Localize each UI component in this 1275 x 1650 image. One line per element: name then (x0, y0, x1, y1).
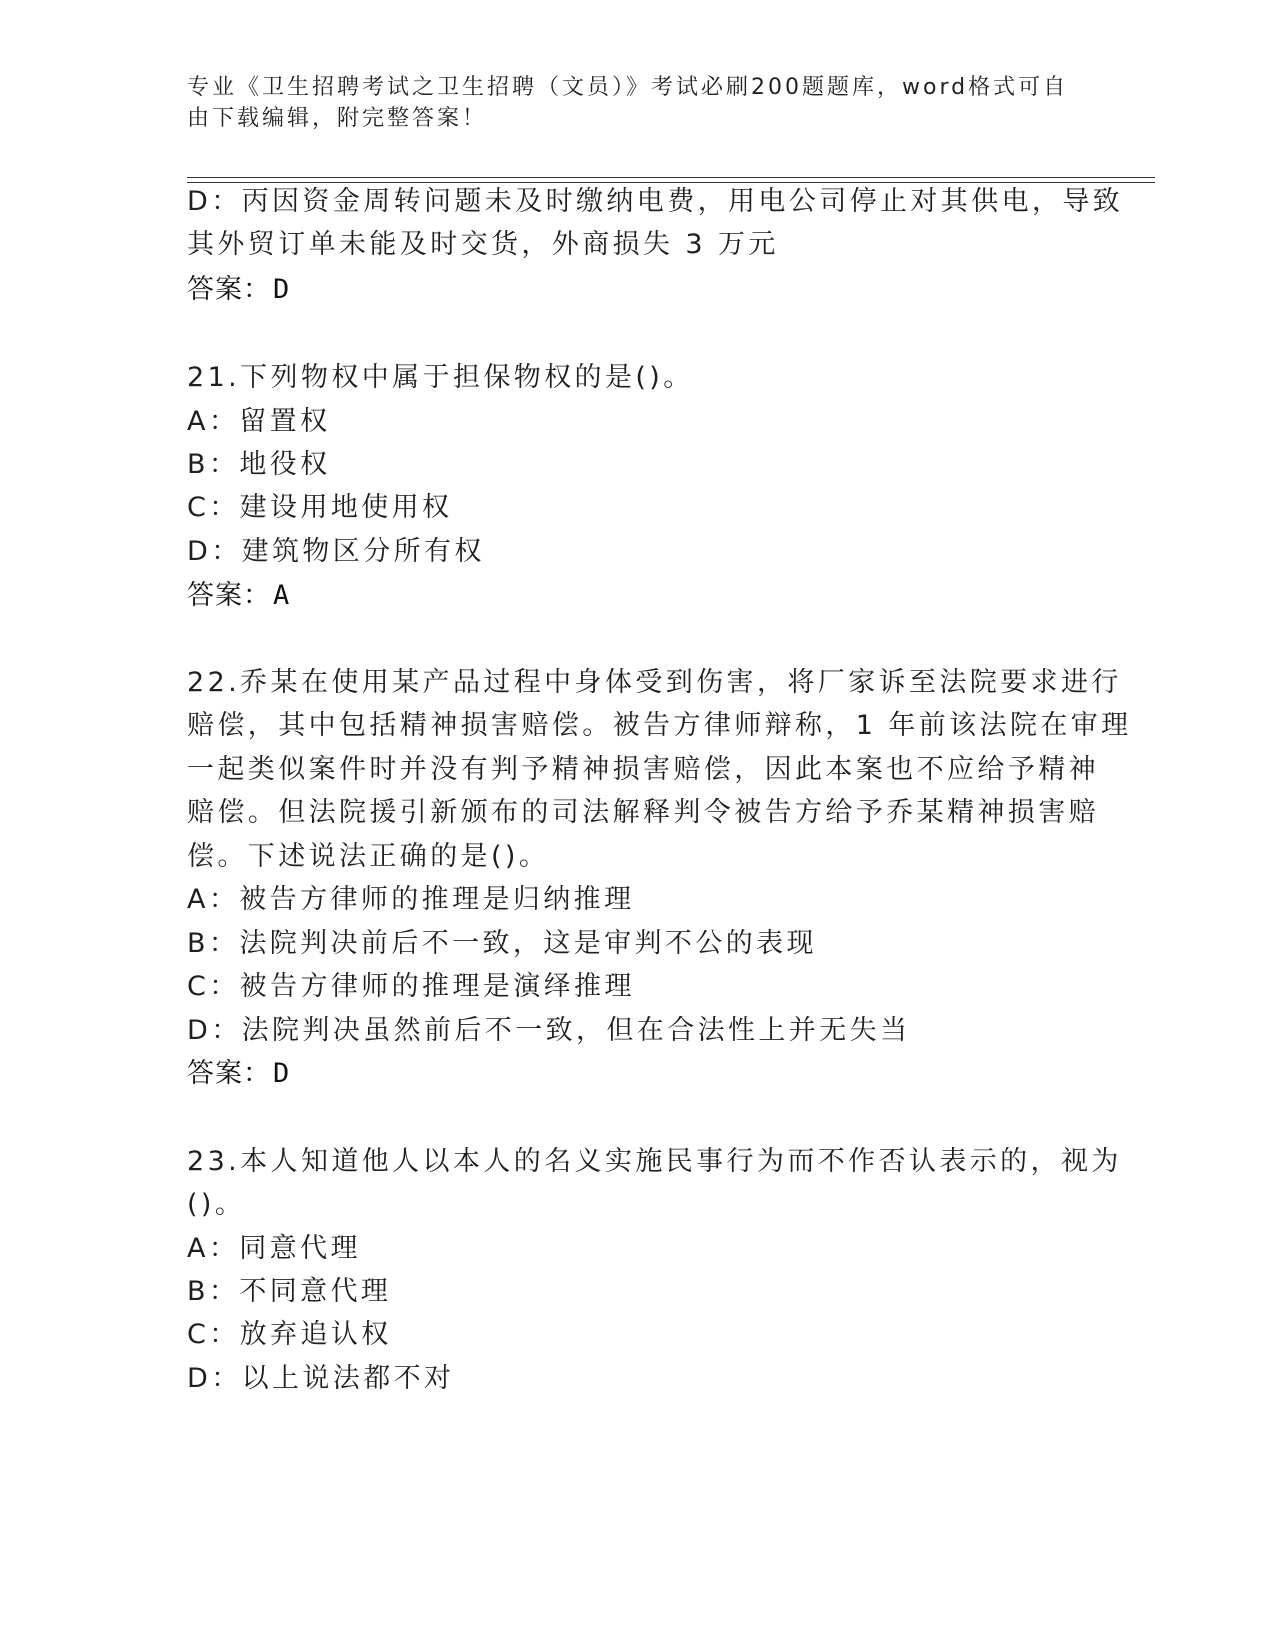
answer-value: D (273, 1058, 291, 1089)
q23-option-a: A：同意代理 (187, 1233, 361, 1264)
header-rule-top (187, 177, 1155, 178)
q23-option-d: D：以上说法都不对 (187, 1363, 455, 1394)
header-rule-bottom (187, 182, 1155, 183)
q22-answer (187, 1057, 290, 1091)
answer-label: 答案： (187, 580, 271, 611)
q21-option-b: B：地役权 (187, 449, 331, 480)
document-header (187, 72, 1087, 134)
q22-option-a: A：被告方律师的推理是归纳推理 (187, 884, 635, 915)
q23-option-c: C：放弃追认权 (187, 1319, 392, 1350)
q21-option-a: A：留置权 (187, 406, 331, 437)
q22-stem-line-3: 一起类似案件时并没有判予精神损害赔偿，因此本案也不应给予精神 (187, 754, 1099, 785)
q20-option-d-line-1: D：丙因资金周转问题未及时缴纳电费，用电公司停止对其供电，导致 (187, 186, 1124, 217)
q22-stem-line-1: 22.乔某在使用某产品过程中身体受到伤害，将厂家诉至法院要求进行 (187, 667, 1122, 698)
q23-stem-line-1: 23.本人知道他人以本人的名义实施民事行为而不作否认表示的，视为 (187, 1146, 1122, 1177)
q22-option-d: D：法院判决虽然前后不一致，但在合法性上并无失当 (187, 1015, 911, 1046)
answer-label: 答案： (187, 274, 271, 305)
q23-stem-line-2: ()。 (187, 1189, 246, 1220)
header-line-2: 由下载编辑，附完整答案！ (187, 106, 488, 131)
answer-value: A (273, 580, 291, 611)
answer-label: 答案： (187, 1058, 271, 1089)
q22-stem-line-4: 赔偿。但法院援引新颁布的司法解释判令被告方给予乔某精神损害赔 (187, 797, 1099, 828)
q21-option-d: D：建筑物区分所有权 (187, 536, 485, 567)
q22-stem-line-5: 偿。下述说法正确的是()。 (187, 841, 550, 872)
answer-value: D (273, 274, 291, 305)
q20-answer (187, 273, 290, 307)
q21-stem: 21.下列物权中属于担保物权的是()。 (187, 362, 694, 393)
q23-option-b: B：不同意代理 (187, 1276, 392, 1307)
q22-option-b: B：法院判决前后不一致，这是审判不公的表现 (187, 928, 817, 959)
header-line-1: 专业《卫生招聘考试之卫生招聘（文员）》考试必刷200题题库，word格式可自 (187, 75, 1069, 100)
q20-option-d-line-2: 其外贸订单未能及时交货，外商损失 3 万元 (187, 229, 779, 260)
q21-option-c: C：建设用地使用权 (187, 492, 453, 523)
q22-stem-line-2: 赔偿，其中包括精神损害赔偿。被告方律师辩称，1 年前该法院在审理 (187, 710, 1132, 741)
q22-option-c: C：被告方律师的推理是演绎推理 (187, 971, 635, 1002)
q21-answer (187, 579, 290, 613)
